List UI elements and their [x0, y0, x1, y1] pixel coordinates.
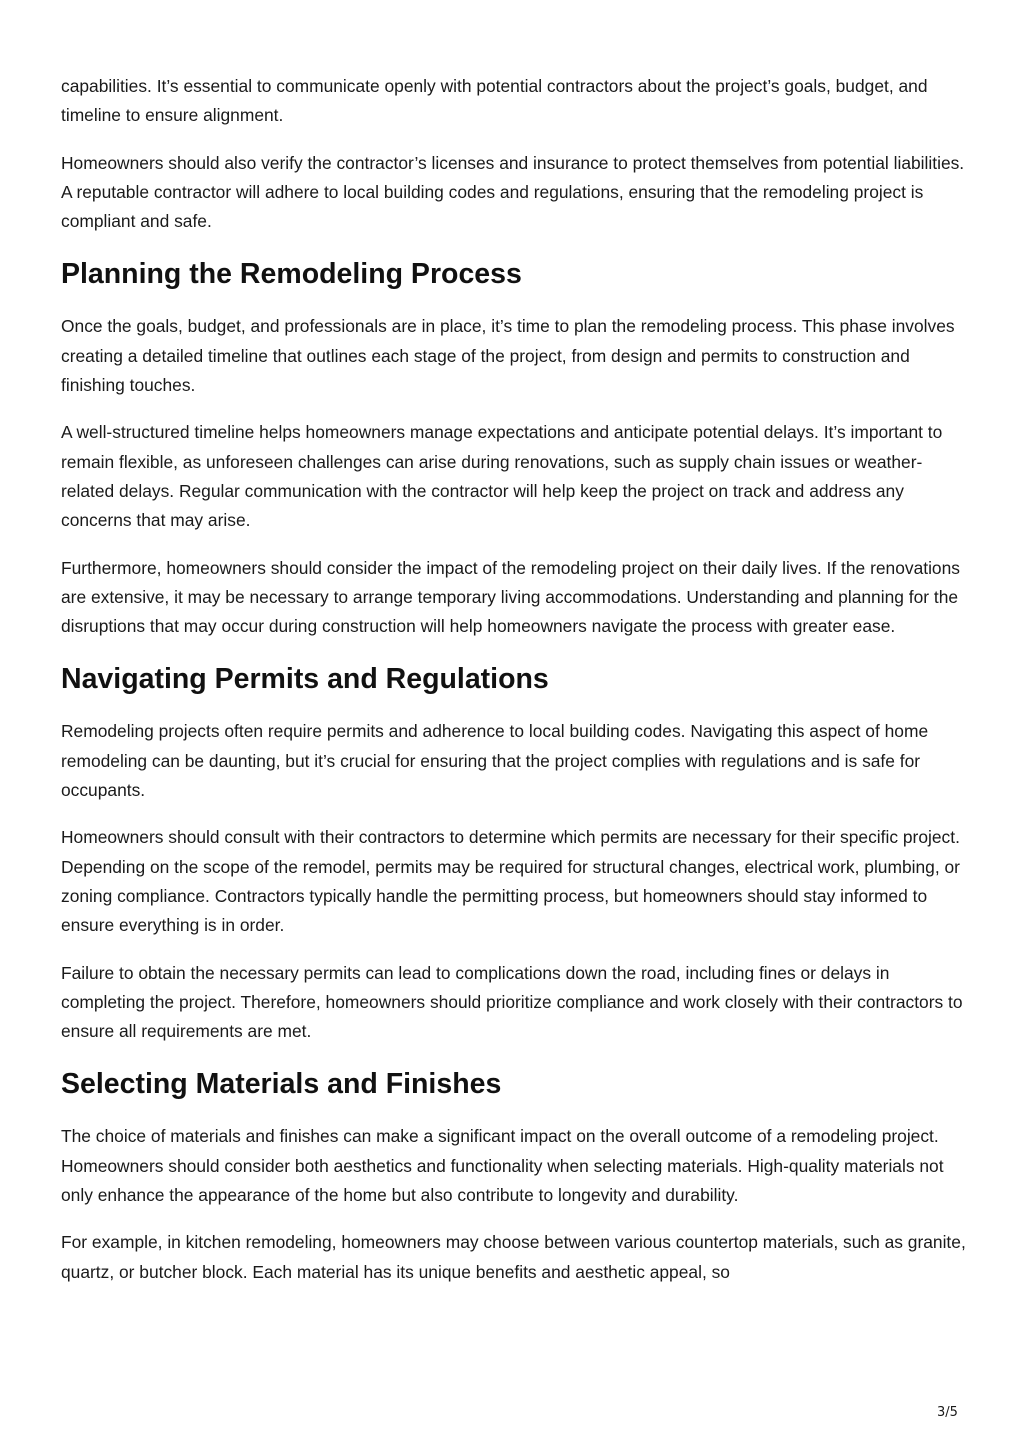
intro-paragraph: capabilities. It’s essential to communicate openly with potential contractors about the project’s goals, budget, and timeline to ensure alignment. [61, 76, 928, 126]
intro-paragraph: Homeowners should also verify the contractor’s licenses and insurance to protect themselves from potential liabilities. A reputable contractor will adhere to local building codes and regulations, ensuring that the remodeling project is compliant and safe. [61, 152, 965, 232]
document-page [61, 72, 969, 1305]
section-paragraph: Failure to obtain the necessary permits can lead to complications down the road, including fines or delays in completing the project. Therefore, homeowners should prioritize compliance and work closely with their contractors to ensure all requirements are met. [61, 962, 963, 1042]
page-number: 3/5 [937, 1405, 958, 1420]
section-paragraph: The choice of materials and finishes can make a significant impact on the overall outcome of a remodeling project. Homeowners should consider both aesthetics and functionality when selecting materials. High-quality materials not only enhance the appearance of the home but also contribute to longevity and durability. [61, 1126, 944, 1206]
section-paragraph: Remodeling projects often require permits and adherence to local building codes. Navigating this aspect of home remodeling can be daunting, but it’s crucial for ensuring that the project complies with regulations and is safe for occupants. [61, 721, 929, 801]
section-paragraph: A well-structured timeline helps homeowners manage expectations and anticipate potential delays. It’s important to remain flexible, as unforeseen challenges can arise during renovations, such as supply chain issues or weather-related delays. Regular communication with the contractor will help keep the project on track and address any concerns that may arise. [61, 422, 943, 531]
section-heading-planning: Planning the Remodeling Process [61, 258, 522, 291]
section-heading-permits: Navigating Permits and Regulations [61, 663, 549, 696]
section-paragraph: Once the goals, budget, and professionals are in place, it’s time to plan the remodeling process. This phase involves creating a detailed timeline that outlines each stage of the project, from design and permits to construction and finishing touches. [61, 316, 955, 396]
section-paragraph: For example, in kitchen remodeling, homeowners may choose between various countertop materials, such as granite, quartz, or butcher block. Each material has its unique benefits and aesthetic appeal, so [61, 1232, 966, 1282]
section-paragraph: Furthermore, homeowners should consider the impact of the remodeling project on their daily lives. If the renovations are extensive, it may be necessary to arrange temporary living accommodations. Understanding and planning for the disruptions that may occur during construction will help homeowners navigate the process with greater ease. [61, 557, 960, 637]
section-heading-materials: Selecting Materials and Finishes [61, 1068, 502, 1101]
section-paragraph: Homeowners should consult with their contractors to determine which permits are necessary for their specific project. Depending on the scope of the remodel, permits may be required for structural changes, electrical work, plumbing, or zoning compliance. Contractors typically handle the permitting process, but homeowners should stay informed to ensure everything is in order. [61, 827, 960, 936]
